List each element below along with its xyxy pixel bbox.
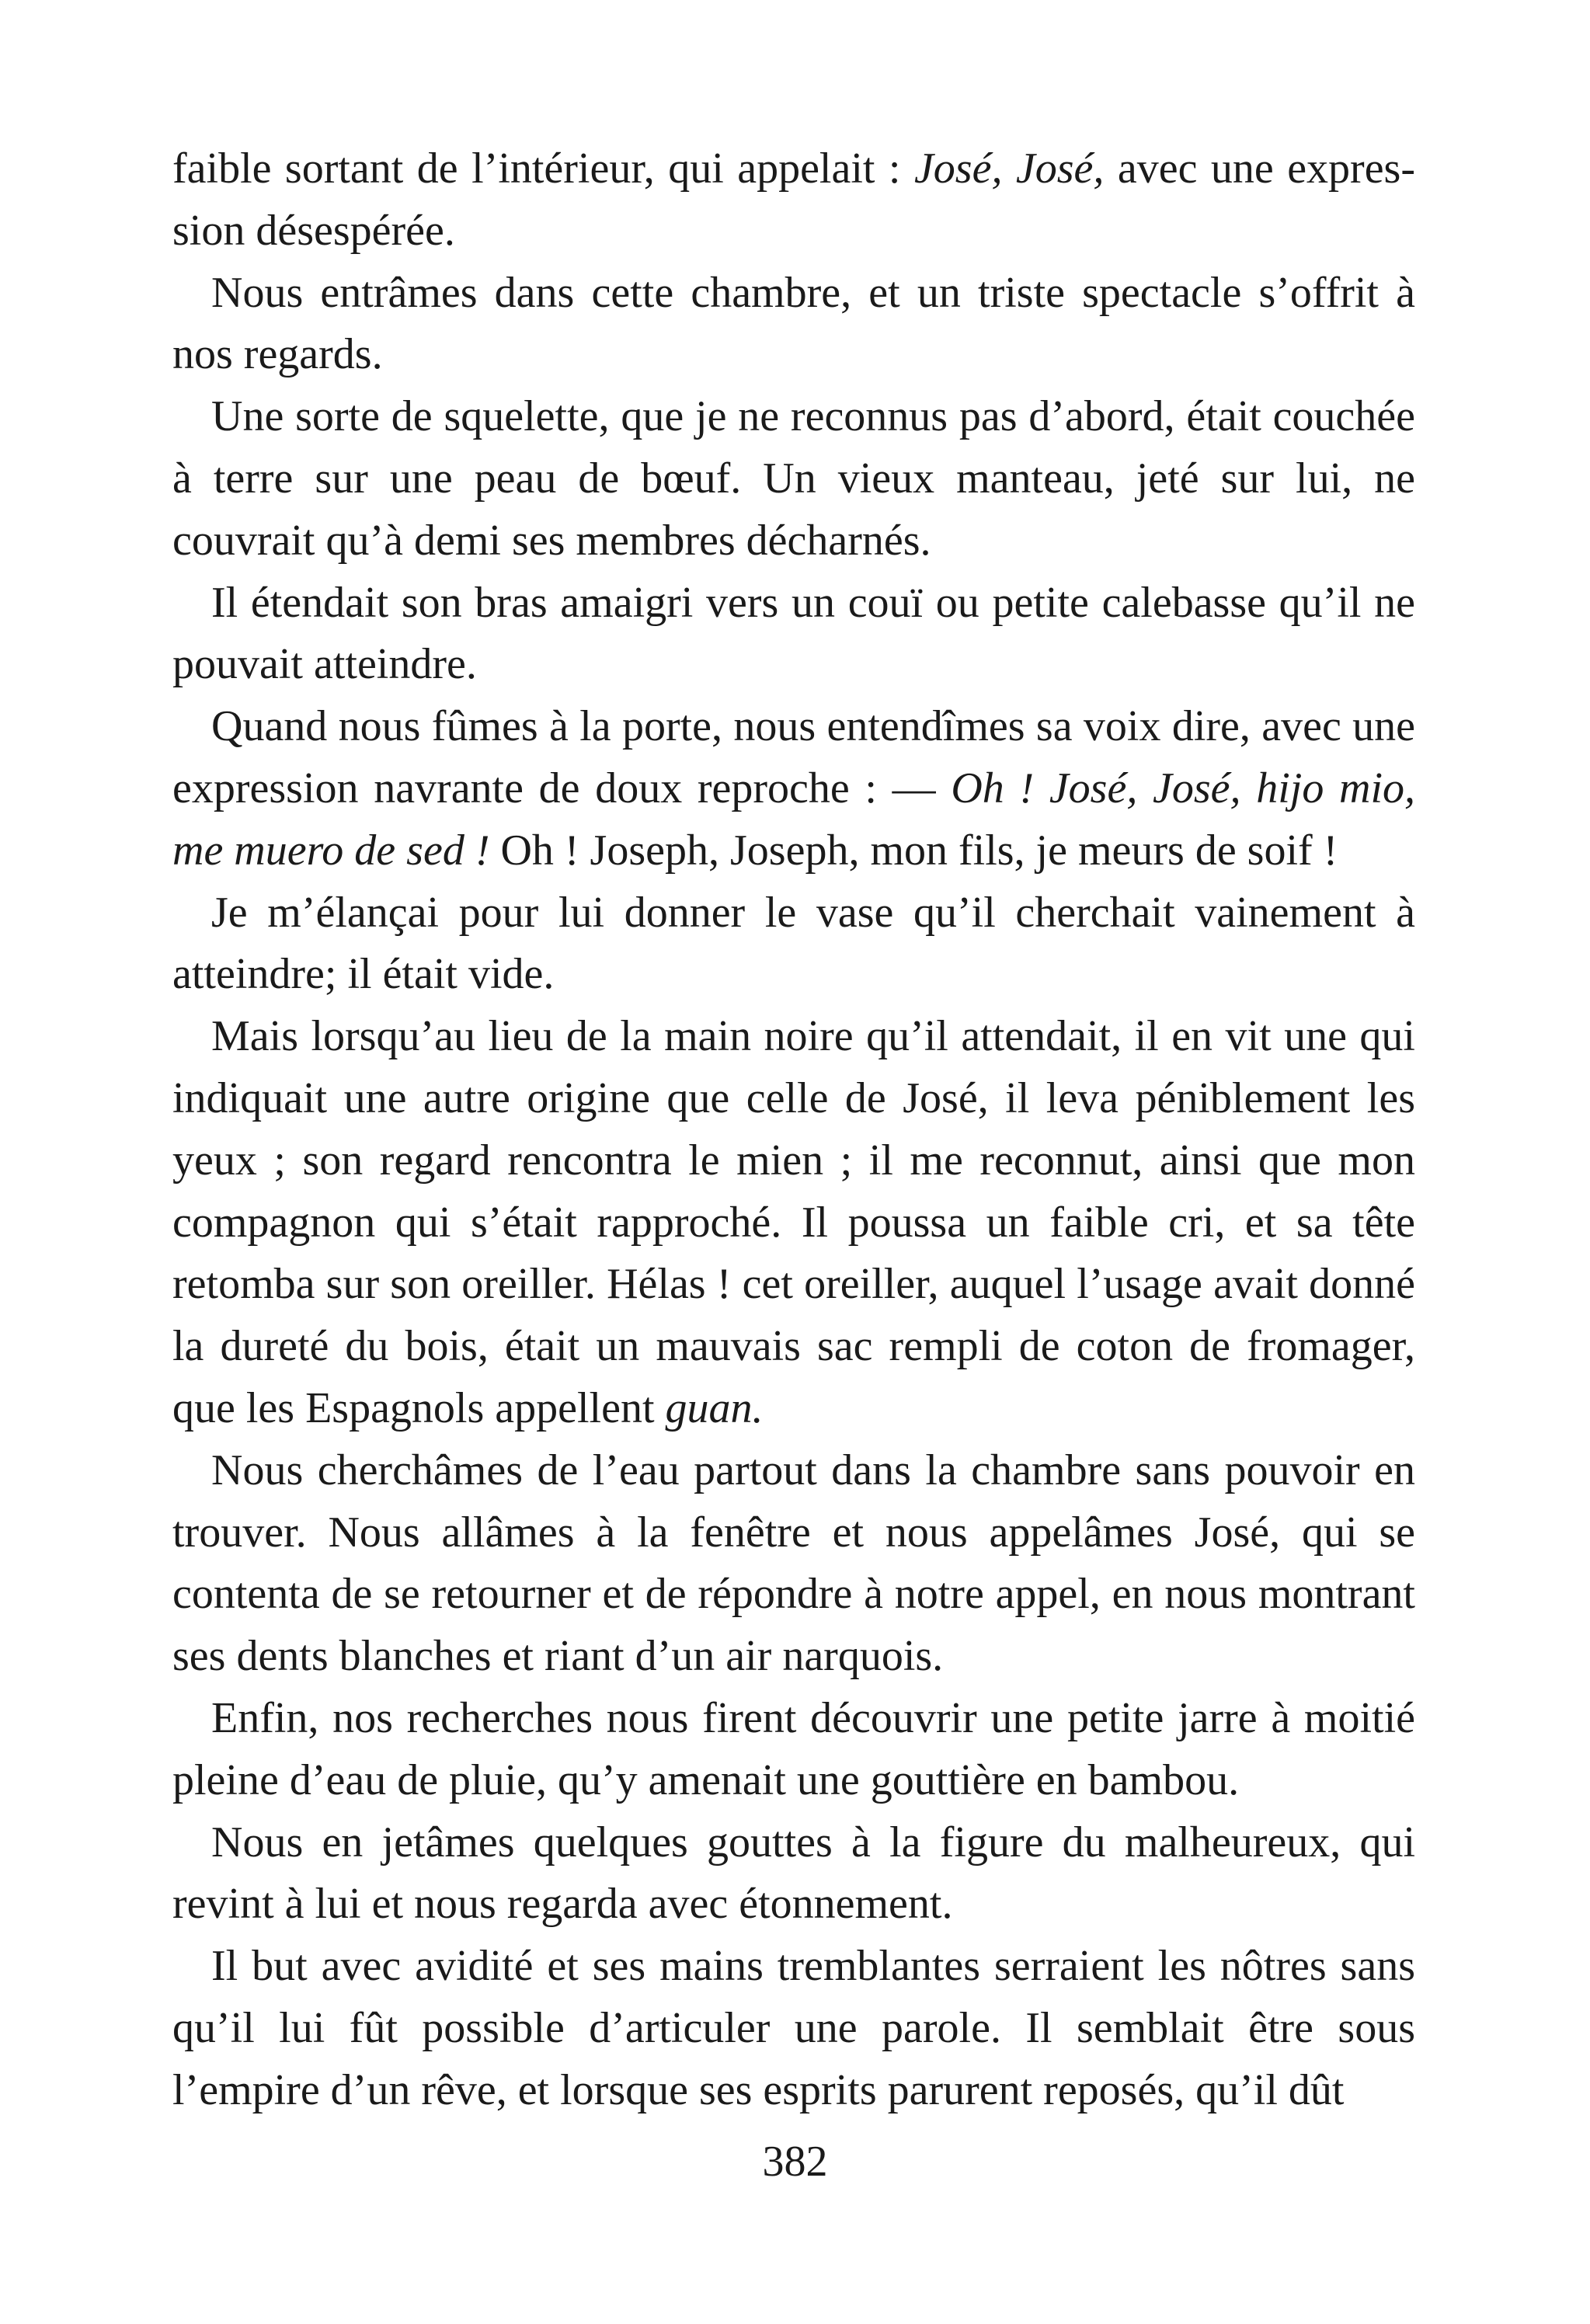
paragraph	[172, 882, 1415, 1007]
text-run: avec une expression désespérée.	[172, 144, 1415, 255]
body-text	[172, 138, 1415, 2122]
text-run: Nous cherchâmes de l’eau partout dans la chambre sans pouvoir en trouver. Nous allâmes à la fenêtre et nous appelâmes José, qui se contenta de se retourner et de répondre à notre appel, en nous montrant ses dents blanches et riant d’un air narquois.	[172, 1446, 1415, 1681]
text-run: Enfin, nos recherches nous firent découvrir une petite jarre à moitié pleine d’eau de pluie, qu’y amenait une gouttière en bambou.	[172, 1693, 1415, 1804]
text-run: Je m’élançai pour lui donner le vase qu’il cherchait vainement à atteindre; il était vide.	[172, 888, 1415, 999]
paragraph	[172, 1440, 1415, 1688]
paragraph	[172, 386, 1415, 572]
paragraph	[172, 1006, 1415, 1440]
text-run: Une sorte de squelette, que je ne reconnus pas d’abord, était couchée à terre sur une peau de bœuf. Un vieux manteau, jeté sur lui, ne couvrait qu’à demi ses membres décharnés.	[172, 392, 1415, 565]
italic-text-run: guan.	[665, 1383, 764, 1432]
text-run: Mais lorsqu’au lieu de la main noire qu’il attendait, il en vit une qui indiquait une autre origine que celle de José, il leva péniblement les yeux ; son regard rencontra le mien ; il me reconnut, ainsi que mon compagnon qui s’était rapproché. Il poussa un faible cri, et sa tête retomba sur son oreiller. Hélas ! cet oreiller, auquel l’usage avait donné la dureté du bois, était un mauvais sac rempli de coton de fromager, que les Espagnols appellent	[172, 1012, 1415, 1432]
italic-text-run: José, José,	[913, 144, 1105, 193]
paragraph	[172, 263, 1415, 387]
paragraph	[172, 572, 1415, 697]
text-run: Nous en jetâmes quelques gouttes à la figure du malheureux, qui revint à lui et nous regarda avec étonnement.	[172, 1818, 1415, 1929]
text-run: Il étendait son bras amaigri vers un couï ou petite calebasse qu’il ne pouvait atteindre.	[172, 578, 1415, 689]
paragraph	[172, 1688, 1415, 1812]
paragraph	[172, 138, 1415, 263]
text-run: Il but avec avidité et ses mains tremblantes serraient les nôtres sans qu’il lui fût possible d’articuler une parole. Il semblait être sous l’empire d’un rêve, et lorsque ses esprits parurent reposés, qu’il dût	[172, 1942, 1415, 2114]
text-run: Oh ! Joseph, Joseph, mon fils, je meurs de soif !	[489, 826, 1338, 875]
italic-text-run: Oh ! José, José, hijo mio, me muero de sed !	[172, 764, 1415, 875]
paragraph	[172, 696, 1415, 882]
text-run: Quand nous fûmes à la porte, nous entendîmes sa voix dire, avec une expression navrante de doux reproche : —	[172, 702, 1415, 812]
text-run: Nous entrâmes dans cette chambre, et un triste spectacle s’offrit à nos regards.	[172, 268, 1415, 379]
page-number: 382	[762, 2138, 828, 2186]
paragraph	[172, 1936, 1415, 2121]
text-run: faible sortant de l’intérieur, qui appelait :	[172, 144, 914, 193]
paragraph	[172, 1812, 1415, 1936]
